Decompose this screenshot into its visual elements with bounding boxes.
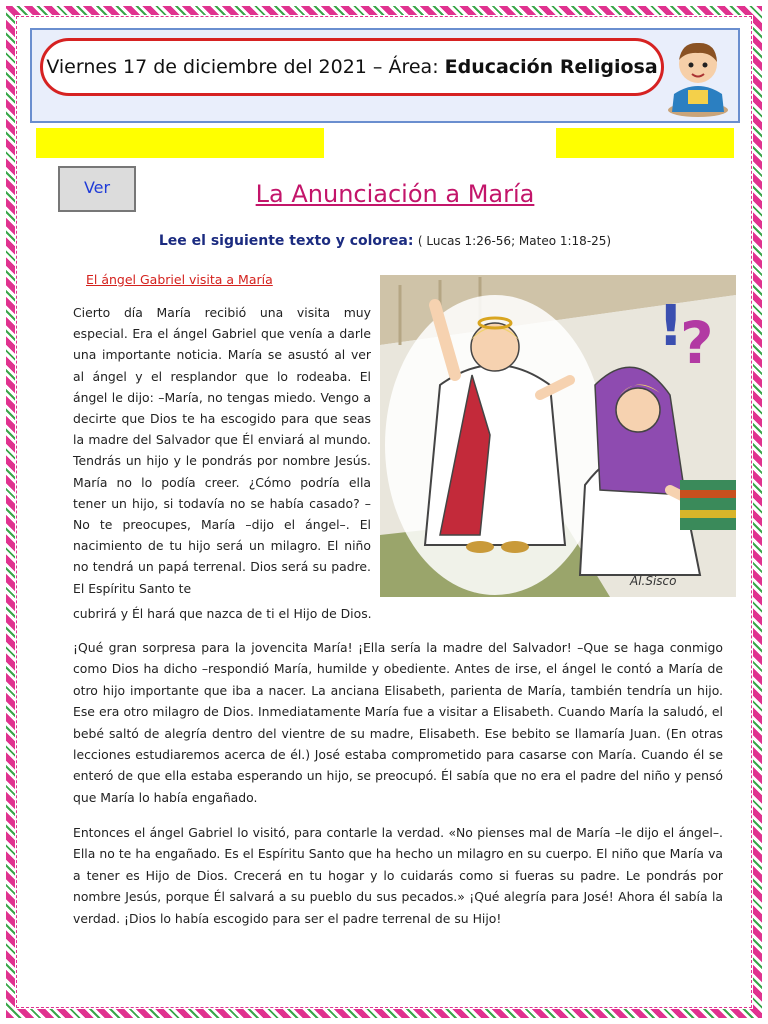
student-avatar <box>664 34 732 118</box>
yellow-strip-left <box>36 128 324 158</box>
lesson-title: La Anunciación a María <box>255 180 535 208</box>
svg-text:?: ? <box>680 309 714 377</box>
ver-button[interactable] <box>58 166 136 212</box>
instruction-line <box>60 233 710 249</box>
yellow-strip-right <box>556 128 734 158</box>
annunciation-illustration <box>380 275 736 597</box>
paragraph-2: ¡Qué gran sorpresa para la jovencita María! ¡Ella sería la madre del Salvador! –Que se haga conmigo como Dios ha dicho –respondió María, humilde y obediente. Antes de irse, el ángel le contó a María de otro hijo importante que iba a nacer. La anciana Elisabeth, parienta de María, también tendría un hijo. Ese era otro milagro de Dios. Inmediatamente María fue a visitar a Elisabeth. Cuando María la saludó, el bebé saltó de alegría dentro del vientre de su madre, Elisabeth. Ese bebito se llamaría Juan. (En otras lecciones estudiaremos acerca de él.) José estaba comprometido para casarse con María. Cuando él se enteró de que ella estaba esperando un hijo, se preocupó. Él sabía que no era el padre del niño y pensó que María lo había engañado. <box>73 640 723 805</box>
date-text: Viernes 17 de diciembre del 2021 – Área: Educación Religiosa <box>46 56 658 78</box>
instruction-text: Lee el siguiente texto y colorea: <box>158 233 414 249</box>
paragraph-1-last-line: cubrirá y Él hará que nazca de ti el Hijo de Dios. <box>73 606 372 621</box>
section-subtitle: El ángel Gabriel visita a María <box>86 272 273 287</box>
marks-text: ! <box>658 294 684 359</box>
bible-references: ( Lucas 1:26-56; Mateo 1:18-25) <box>417 234 612 248</box>
illustration-signature: Al.Sisco <box>630 574 677 588</box>
paragraph-1: Cierto día María recibió una visita muy especial. Era el ángel Gabriel que venía a darle una importante noticia. María se asustó al ver al ángel y el resplandor que lo rodeaba. El ángel le dijo: –María, no tengas miedo. Vengo a decirte que Dios te ha escogido para que seas la madre del Salvador que Él enviará al mundo. Tendrás un hijo y le pondrás por nombre Jesús. María no lo podía creer. ¿Cómo podría ella tener un hijo, si todavía no se había casado? –No te preocupes, María –dijo el ángel–. El nacimiento de tu hijo será un milagro. El niño no tendrá un papá terrenal. Dios será su padre. El Espíritu Santo te <box>73 305 371 596</box>
ver-button-label: Ver <box>83 178 111 197</box>
date-area-banner <box>40 38 664 96</box>
paragraph-3: Entonces el ángel Gabriel lo visitó, para contarle la verdad. «No pienses mal de María –le dijo el ángel–. Ella no te ha engañado. Es el Espíritu Santo que ha hecho un milagro en su cuerpo. El niño que María va a tener es Hijo de Dios. Crecerá en tu hogar y lo cuidarás como si fueras su padre. Le pondrás por nombre Jesús, porque Él salvará a su pueblo du sus pecados.» ¡Qué alegría para José! Ahora él sabía la verdad. ¡Dios lo había escogido para ser el padre terrenal de su Hijo! <box>73 825 723 926</box>
area-name: Educación Religiosa <box>444 56 658 78</box>
